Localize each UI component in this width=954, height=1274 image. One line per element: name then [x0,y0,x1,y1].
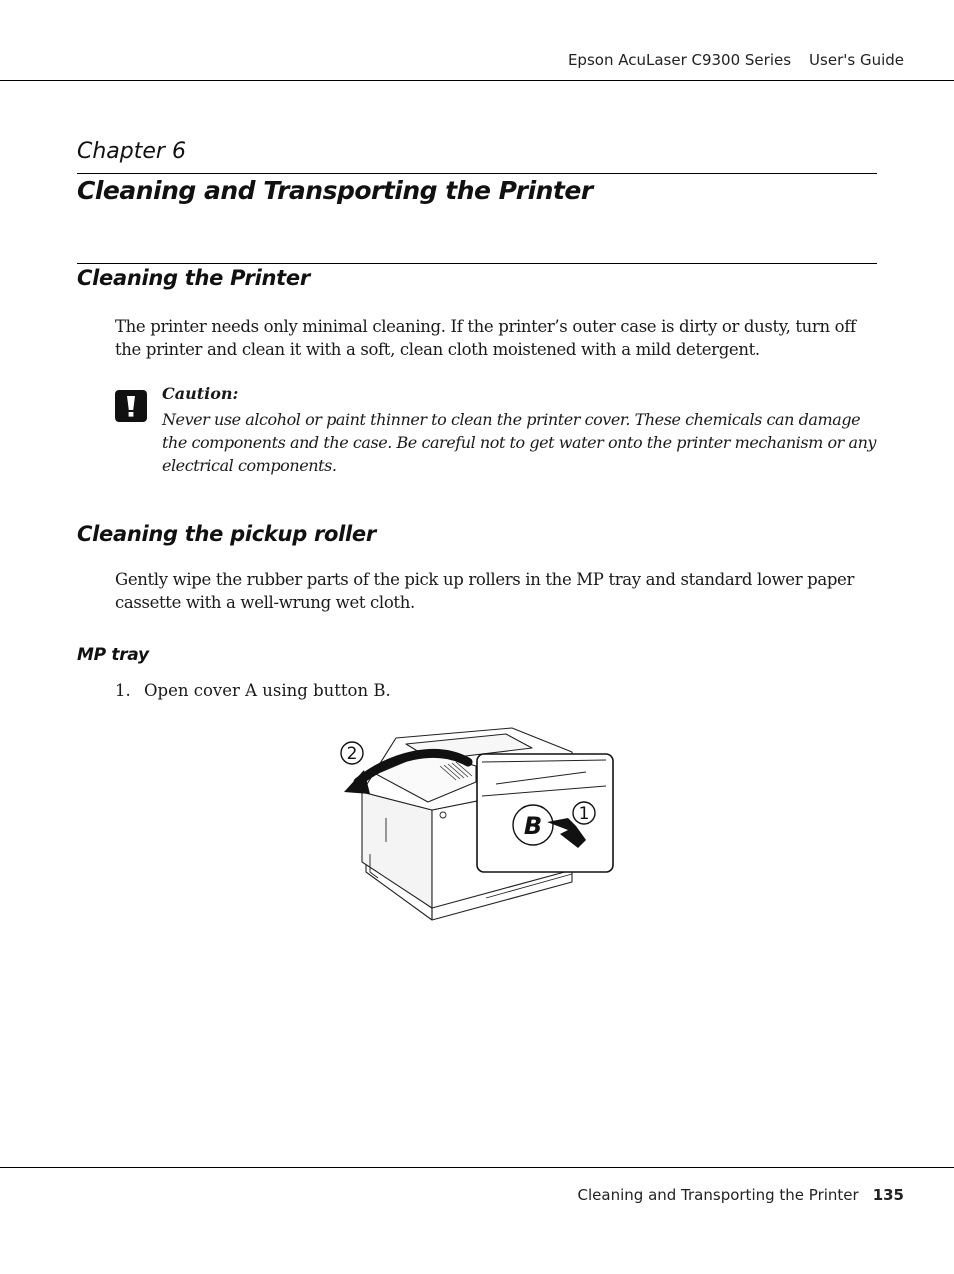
footer-divider [0,1167,954,1168]
subsection-body: Gently wipe the rubber parts of the pick up rollers in the MP tray and standard lower paper cassette with a well-wrung wet cloth. [115,570,855,612]
running-footer [578,1186,904,1204]
section-title: Cleaning the Printer [77,266,310,290]
callout-2: 2 [346,744,358,764]
printer-illustration [336,722,618,924]
caution-icon [115,390,147,422]
button-b-label: B [523,812,543,840]
header-divider [0,80,954,81]
header-guide: User's Guide [809,51,904,69]
step-number: 1. [115,681,131,700]
subsection-title: Cleaning the pickup roller [77,522,376,546]
section-intro: The printer needs only minimal cleaning. If the printer’s outer case is dirty or dusty, turn off the printer and clean it with a soft, clean cloth moistened with a mild detergent. [115,317,856,359]
header-product: Epson AcuLaser C9300 Series [567,51,792,69]
mp-tray-heading: MP tray [77,645,149,665]
footer-section: Cleaning and Transporting the Printer [577,1186,859,1204]
caution-body: Never use alcohol or paint thinner to clean the printer cover. These chemicals can damage the components and the case. Be careful not to get water onto the printer mechanism or any electrical components. [162,410,877,475]
section-rule [77,263,877,264]
page-number: 135 [872,1186,904,1204]
caution-title: Caution: [162,384,239,403]
chapter-label: Chapter 6 [77,139,186,164]
running-header [568,51,904,69]
chapter-title: Cleaning and Transporting the Printer [77,176,593,205]
chapter-rule [77,173,877,174]
step-item [115,681,391,700]
callout-1: 1 [578,804,590,824]
step-text: Open cover A using button B. [144,681,391,700]
